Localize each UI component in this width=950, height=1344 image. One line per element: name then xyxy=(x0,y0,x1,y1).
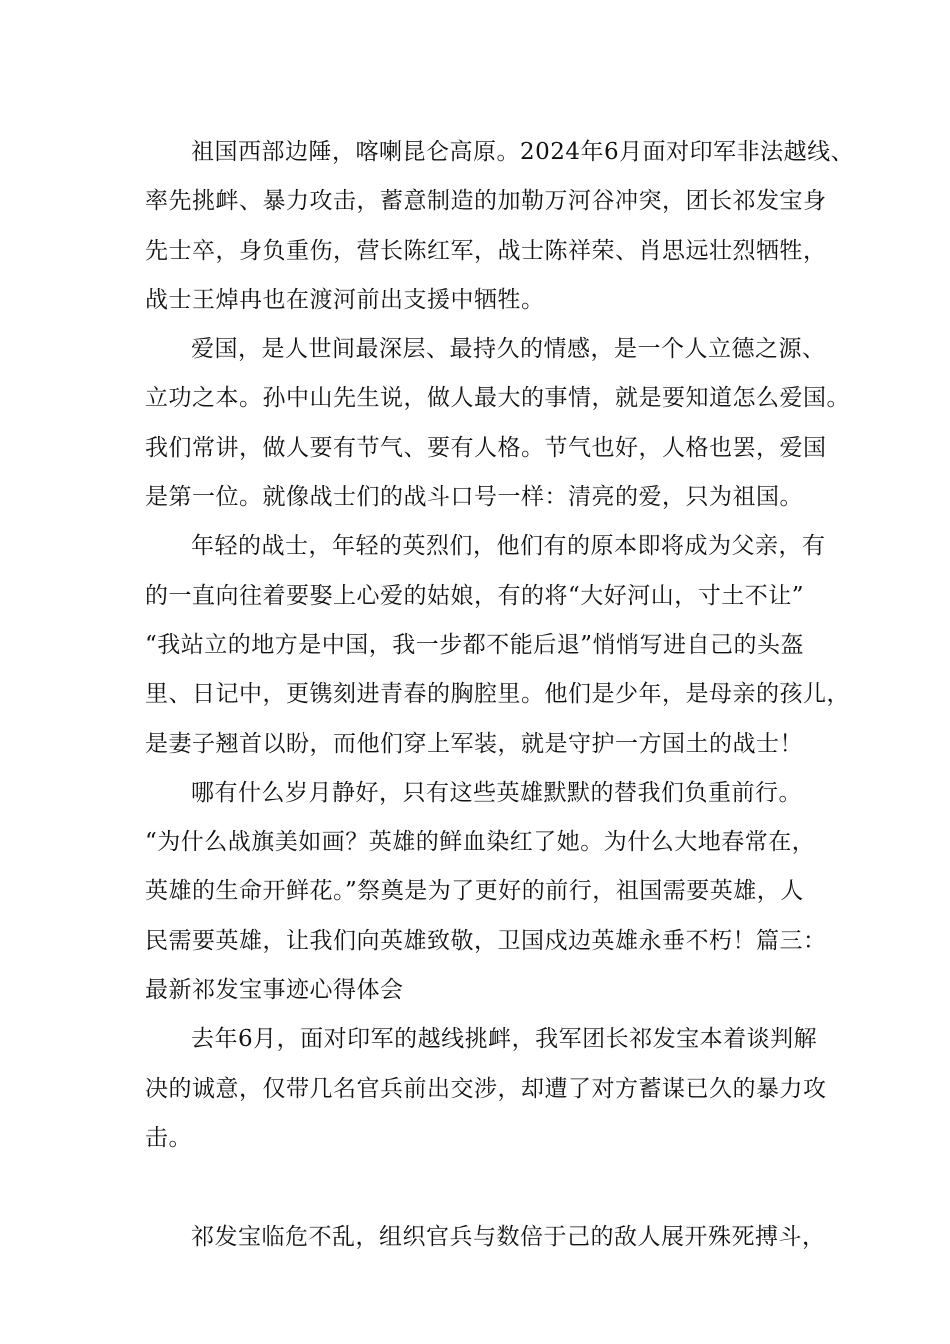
text-line: 击。 xyxy=(145,1124,192,1151)
text-line: 里、日记中，更镌刻进青春的胸腔里。他们是少年，是母亲的孩儿， xyxy=(145,681,850,708)
text-line: “为什么战旗美如画？英雄的鲜血染红了她。为什么大地春常在， xyxy=(145,829,816,856)
text-line: 英雄的生命开鲜花。”祭奠是为了更好的前行，祖国需要英雄，人 xyxy=(145,878,804,905)
text-line: 决的诚意，仅带几名官兵前出交涉，却遭了对方蓄谋已久的暴力攻 xyxy=(145,1075,827,1102)
text-line: 我们常讲，做人要有节气、要有人格。节气也好，人格也罢，爱国 xyxy=(145,434,827,461)
text-line: 最新祁发宝事迹心得体会 xyxy=(145,977,404,1004)
text-line: 年轻的战士，年轻的英烈们，他们有的原本即将成为父亲，有 xyxy=(191,533,826,560)
text-line: 祁发宝临危不乱，组织官兵与数倍于己的敌人展开殊死搏斗， xyxy=(191,1223,826,1250)
paragraph-gap xyxy=(145,1163,825,1212)
text-line: 先士卒，身负重伤，营长陈红军，战士陈祥荣、肖思远壮烈牺牲， xyxy=(145,237,827,264)
text-line: 率先挑衅、暴力攻击，蓄意制造的加勒万河谷冲突，团长祁发宝身 xyxy=(145,188,827,215)
text-line: 祖国西部边陲，喀喇昆仑高原。2024年6月面对印军非法越线、 xyxy=(191,139,855,165)
text-line: 是妻子翘首以盼，而他们穿上军装，就是守护一方国土的战士！ xyxy=(145,730,803,757)
text-line: 是第一位。就像战士们的战斗口号一样：清亮的爱，只为祖国。 xyxy=(145,484,803,511)
text-line: 战士王焯冉也在渡河前出支援中牺牲。 xyxy=(145,286,545,313)
text-line: “我站立的地方是中国，我一步都不能后退”悄悄写进自己的头盔 xyxy=(145,631,805,658)
text-line: 的一直向往着要娶上心爱的姑娘，有的将“大好河山，寸土不让” xyxy=(145,582,805,609)
text-line: 民需要英雄，让我们向英雄致敬，卫国戍边英雄永垂不朽！篇三： xyxy=(145,927,827,954)
text-line: 爱国，是人世间最深层、最持久的情感，是一个人立德之源、 xyxy=(191,336,826,363)
text-line: 立功之本。孙中山先生说，做人最大的事情，就是要知道怎么爱国。 xyxy=(145,385,850,412)
text-line: 去年6月，面对印军的越线挑衅，我军团长祁发宝本着谈判解 xyxy=(191,1026,818,1053)
text-line: 哪有什么岁月静好，只有这些英雄默默的替我们负重前行。 xyxy=(191,779,802,806)
document-body xyxy=(145,128,855,1262)
